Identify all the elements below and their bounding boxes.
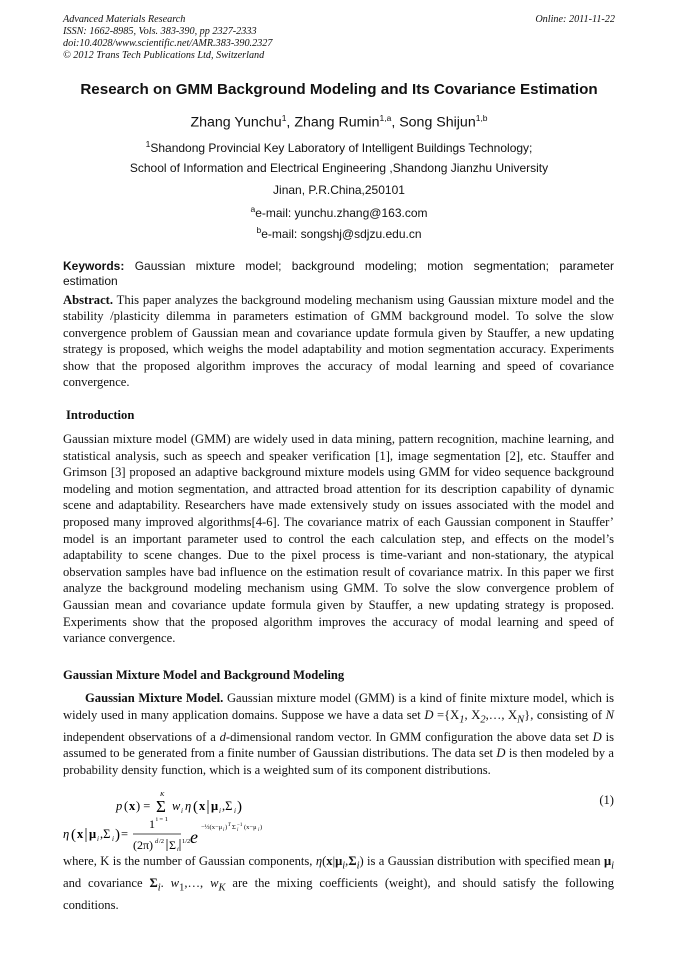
svg-text:Σ: Σ: [232, 824, 236, 831]
author-sup: 1,b: [475, 113, 488, 123]
affiliation-line-3: Jinan, P.R.China,250101: [273, 183, 405, 197]
svg-text:Σ: Σ: [156, 797, 166, 816]
author-sup: 1: [281, 113, 287, 123]
svg-text:i: i: [223, 828, 225, 833]
svg-text:i: i: [237, 828, 239, 833]
svg-text:i: i: [234, 807, 236, 815]
affiliation-sup: 1: [145, 139, 151, 149]
svg-text:=: =: [121, 827, 129, 841]
author-name: Song Shijun: [399, 114, 476, 131]
keywords: [63, 259, 614, 288]
svg-text:η: η: [185, 799, 192, 813]
math-symbol: N: [605, 707, 614, 722]
svg-text:,Σ: ,Σ: [100, 827, 111, 841]
svg-text:i: i: [258, 828, 260, 833]
math-symbol: D: [424, 707, 434, 722]
svg-text:1/2: 1/2: [182, 838, 191, 845]
email-a: [0, 204, 678, 220]
text-run: , consisting of: [530, 707, 606, 722]
text-run: Gaussian mixture model (GMM) is a kind of finite mixture model, which is widely used in many application domains. Suppose we have a data set: [63, 691, 614, 722]
affiliation-text: Shandong Provincial Key Laboratory of Intelligent Buildings Technology;: [150, 141, 533, 155]
paper-title: Research on GMM Background Modeling and Its Covariance Estimation: [80, 81, 598, 98]
svg-text:i: i: [112, 835, 114, 843]
svg-text:K: K: [160, 791, 165, 798]
svg-text:μ: μ: [89, 827, 97, 841]
text-run: is then modeled by a probability density function, which is a weighted sum of its component distributions.: [63, 746, 614, 777]
equation-number: (1): [599, 793, 614, 807]
text-run: is assumed to be generated from a finite number of Gaussian distributions. The data set: [63, 729, 614, 761]
text-run: is a Gaussian distribution with specified mean: [363, 854, 604, 868]
svg-text:(2π): (2π): [133, 838, 154, 852]
math-symbol: D: [592, 729, 602, 744]
svg-text:) =: ) =: [136, 799, 151, 813]
svg-text:(: (: [193, 799, 198, 815]
svg-text:1: 1: [149, 817, 155, 831]
email-text: e-mail: songshj@sdjzu.edu.cn: [261, 227, 422, 241]
email-sup: a: [250, 204, 256, 214]
text-run: -dimensional random vector. In GMM configuration the above data set: [225, 729, 593, 744]
svg-text:i: i: [97, 835, 99, 843]
svg-text:Σ: Σ: [169, 838, 176, 852]
svg-text:i: i: [219, 807, 221, 815]
gmm-paragraph: Gaussian Mixture Model. Gaussian mixture model (GMM) is a kind of finite mixture model, which is widely used in many application domains. Suppose we have a data set $D =\{X_1$, $X_2,\dots$, $X_N$}, consisting of N independent observations of a d-dimensional random vector. In GMM configuration the above data set D is assumed to be generated from a finite number of Gaussian distributions. The data set D is then modeled by a probability density function, which is a weighted sum of its component distributions.: [63, 691, 614, 777]
text-run: are the mixing coefficients (weight), and should satisfy the following conditions.: [63, 876, 615, 913]
journal-name: Advanced Materials Research: [63, 14, 186, 25]
svg-text:(: (: [124, 799, 129, 813]
svg-text:): ): [115, 827, 120, 843]
svg-text:i: i: [177, 847, 179, 853]
copyright-line: © 2012 Trans Tech Publications Ltd, Switzerland: [63, 50, 265, 61]
issn-line: ISSN: 1662-8985, Vols. 383-390, pp 2327-2333: [63, 26, 257, 37]
math-symbol: d: [219, 729, 226, 744]
math-symbol: D: [496, 746, 506, 761]
gmm-runin-heading: Gaussian Mixture Model.: [85, 691, 224, 705]
svg-text:w: w: [172, 799, 181, 813]
text-run: where, K is the number of Gaussian components,: [63, 854, 316, 868]
svg-text:d: d: [155, 838, 159, 845]
svg-text:x: x: [77, 827, 84, 841]
svg-text:(x−μ: (x−μ: [244, 824, 257, 831]
svg-text:i: i: [181, 807, 183, 815]
journal-header: [63, 14, 272, 62]
svg-text:−1: −1: [237, 823, 243, 828]
email-b: [0, 225, 678, 241]
svg-text:η: η: [63, 827, 70, 841]
svg-text:): ): [225, 824, 228, 831]
svg-text:x: x: [129, 799, 136, 813]
introduction-paragraph: Gaussian mixture model (GMM) are widely used in data mining, pattern recognition, machine learning, and statistical analysis, such as speech and speaker verification [1], image segmentation [2], etc. Stauffer and Grimson [3] proposed an adaptive background mixture models using GMM for video sequence background modeling and motion segmentation, and attracted broad attention for its description capability of dynamic scene and adaptability. Researchers have made extensively study on issues associated with the model and proposed many improved algorithms[4-6]. The covariance matrix of each Gaussian component in Stauffer’ model is an important parameter used to control the each calculation step, and effects on the model’s adaptability to scene changes. Due to the pixel process is time-variant and non-stationary, the atypical observation samples have bad influence on the estimation result of covariance matrix. In this paper we first analyze the background modeling mechanism using GMM. To solve the slow convergence problem of Gaussian mean and covariance update formula given by Stauffer, a new updating strategy is proposed. Experiments show that the proposed algorithm improves the accuracy of modal learning and speed of variance convergence.: [63, 432, 614, 646]
affiliation-line-2: School of Information and Electrical Engineering ,Shandong Jianzhu University: [129, 161, 549, 175]
svg-text:p: p: [116, 799, 123, 813]
svg-text:T: T: [228, 823, 231, 828]
svg-text:x: x: [199, 799, 206, 813]
author-name: Zhang Rumin: [294, 114, 380, 131]
keywords-label: Keywords:: [63, 259, 125, 273]
section-heading-introduction: Introduction: [66, 408, 135, 422]
svg-text:,Σ: ,Σ: [222, 799, 233, 813]
svg-text:(: (: [71, 827, 76, 843]
svg-text:μ: μ: [211, 799, 219, 813]
svg-text:/2: /2: [159, 838, 165, 845]
svg-text:e: e: [190, 827, 198, 847]
text-run: ={X: [433, 707, 460, 722]
svg-text:): ): [237, 799, 242, 815]
doi-line: doi:10.4028/www.scientific.net/AMR.383-390.2327: [63, 38, 273, 49]
affiliation-line-1: [0, 139, 678, 155]
email-text: e-mail: yunchu.zhang@163.com: [255, 206, 428, 220]
section-heading-gmm: Gaussian Mixture Model and Background Modeling: [63, 668, 345, 682]
equation-gaussian-density: [63, 816, 273, 856]
keywords-text: Gaussian mixture model; background modeling; motion segmentation; parameter estimation: [63, 259, 614, 288]
abstract: [63, 292, 614, 390]
where-paragraph: where, K is the number of Gaussian components, $\eta(x|\mu_i,\Sigma_i)$ is a Gaussian distribution with specified mean $\mu_i$ and covariance $\Sigma_i$. $w_1,\dots$, $w_K$ are the mixing coefficients (weight), and should satisfy the following conditions.: [63, 854, 615, 913]
abstract-text: This paper analyzes the background modeling mechanism using Gaussian mixture model and the stability /plasticity dilemma in parameters estimation of GMM background model. To solve the slow convergence problem of Gaussian mean and covariance update formula given by Stauffer, a new updating strategy is proposed, which weighs the model adaptability and motion segmentation accuracy. Experiments show that the proposed algorithm improves the accuracy of modal learning and speed of covariance convergence.: [63, 293, 614, 390]
svg-text:): ): [260, 824, 263, 831]
text-run: and covariance: [63, 876, 150, 891]
svg-text:i = 1: i = 1: [156, 816, 168, 823]
svg-text:−½(x−μ: −½(x−μ: [201, 824, 223, 831]
author-sup: 1,a: [379, 113, 392, 123]
online-date: Online: 2011-11-22: [535, 14, 615, 25]
author-list: Zhang Yunchu$^1$, Zhang Rumin$^{1,a}$, Song Shijun$^{1,b}$: [190, 113, 488, 131]
text-run: independent observations of a: [63, 729, 220, 744]
email-sup: b: [256, 225, 262, 235]
abstract-label: Abstract.: [63, 293, 114, 307]
author-name: Zhang Yunchu: [190, 114, 282, 131]
